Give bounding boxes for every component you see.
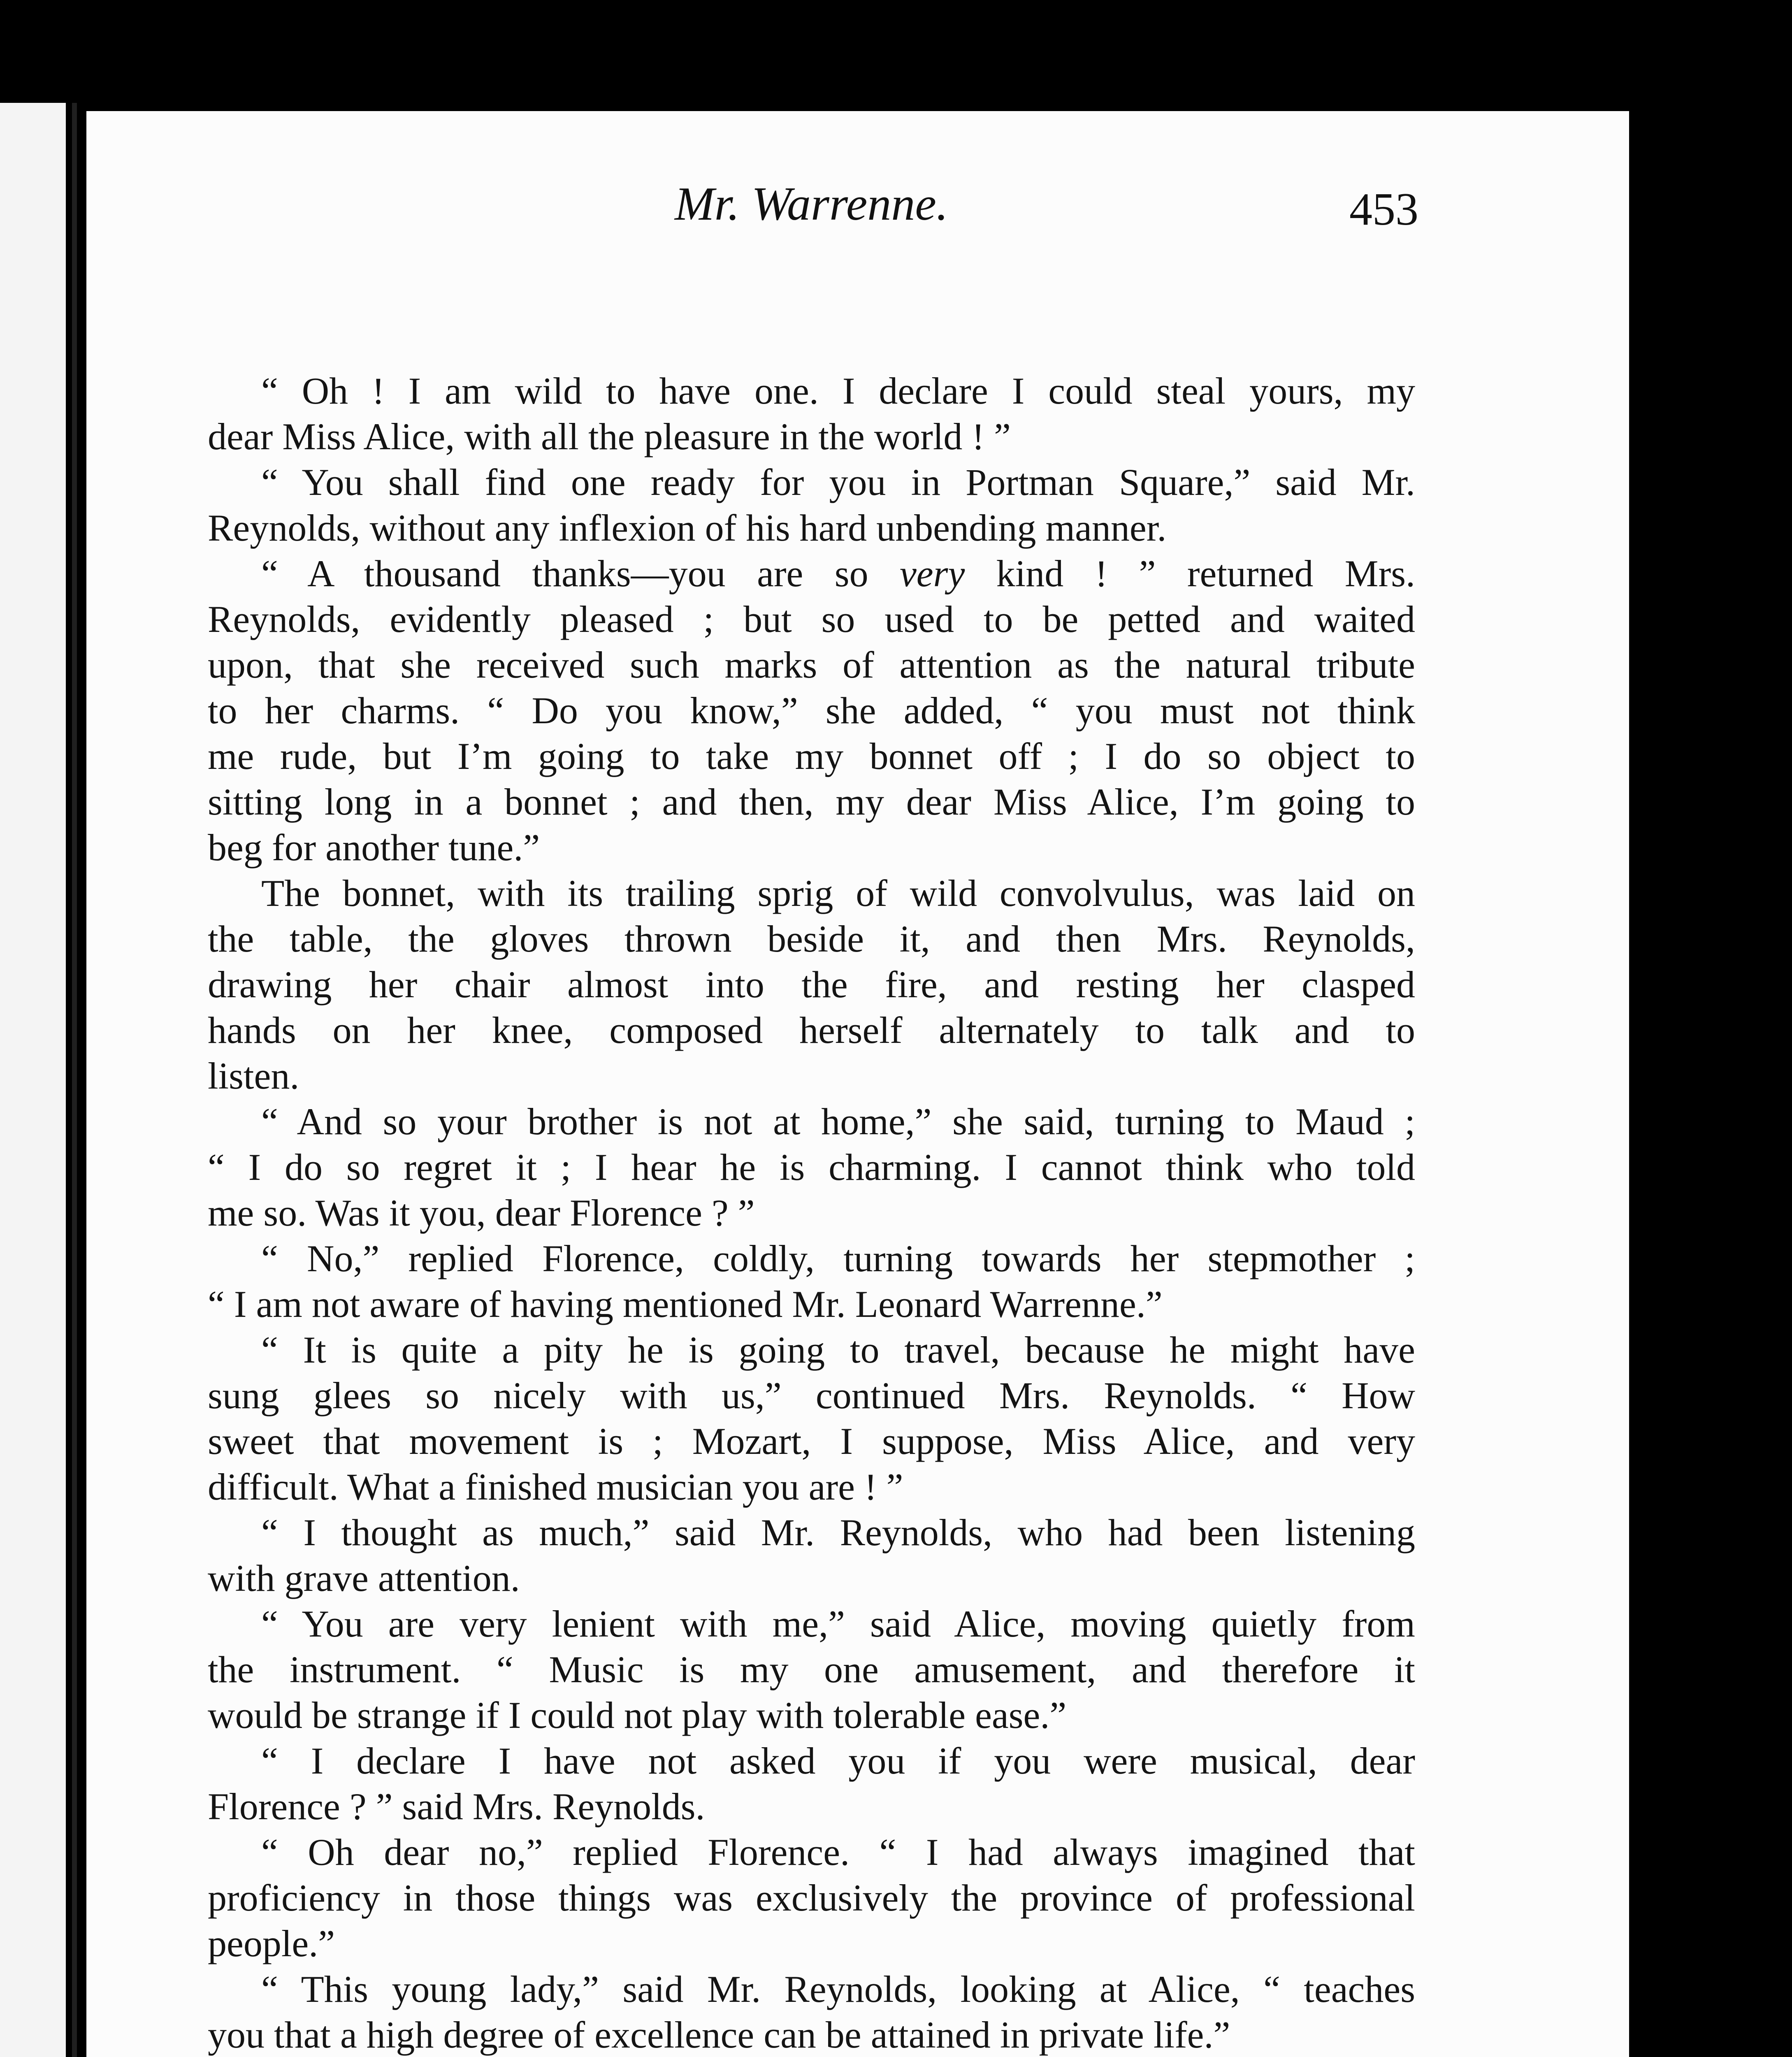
text-line: people.” [208, 1922, 335, 1964]
text-line: sitting long in a bonnet ; and then, my dear Miss Alice, I’m going to [208, 781, 1415, 823]
text-line: would be strange if I could not play with tolerable ease.” [208, 1694, 1067, 1736]
text-line: “ And so your brother is not at home,” she said, turning to Maud ; [261, 1100, 1415, 1142]
text-line: “ I do so regret it ; I hear he is charming. I cannot think who told [208, 1146, 1415, 1188]
text-line: listen. [208, 1055, 299, 1097]
text-line: me so. Was it you, dear Florence ? ” [208, 1192, 755, 1234]
text-line: upon, that she received such marks of attention as the natural tribute [208, 644, 1415, 686]
previous-page-edge [0, 103, 66, 2057]
text-line: sweet that movement is ; Mozart, I suppose, Miss Alice, and very [208, 1420, 1415, 1462]
text-line: the table, the gloves thrown beside it, and then Mrs. Reynolds, [208, 918, 1415, 960]
text-line: Reynolds, without any inflexion of his hard unbending manner. [208, 507, 1167, 549]
text-line: Florence ? ” said Mrs. Reynolds. [208, 1785, 705, 1827]
text-line: the instrument. “ Music is my one amusement, and therefore it [208, 1648, 1415, 1690]
text-line: me rude, but I’m going to take my bonnet off ; I do so object to [208, 735, 1415, 777]
text-line: drawing her chair almost into the fire, and resting her clasped [208, 963, 1415, 1005]
text-line: “ A thousand thanks—you are so very kind ! ” returned Mrs. [261, 553, 1416, 594]
running-head-title: Mr. Warrenne. [675, 178, 948, 230]
text-line: “ You are very lenient with me,” said Alice, moving quietly from [261, 1603, 1415, 1645]
text-line: you that a high degree of excellence can be attained in private life.” [208, 2014, 1230, 2056]
text-line: “ It is quite a pity he is going to travel, because he might have [261, 1329, 1415, 1371]
text-line: difficult. What a finished musician you are ! ” [208, 1466, 903, 1508]
text-line: “ I am not aware of having mentioned Mr. Leonard Warrenne.” [208, 1283, 1163, 1325]
text-line: “ No,” replied Florence, coldly, turning towards her stepmother ; [261, 1237, 1415, 1279]
text-line: dear Miss Alice, with all the pleasure in the world ! ” [208, 416, 1011, 457]
text-line: “ You shall find one ready for you in Portman Square,” said Mr. [261, 461, 1415, 503]
body-text [208, 368, 1415, 2057]
page-number: 453 [1349, 184, 1418, 235]
text-line: with grave attention. [208, 1557, 520, 1599]
text-line: beg for another tune.” [208, 827, 540, 868]
text-line: to her charms. “ Do you know,” she added, “ you must not think [208, 690, 1415, 731]
book-spine [72, 103, 77, 2057]
text-line: “ This young lady,” said Mr. Reynolds, looking at Alice, “ teaches [261, 1968, 1415, 2010]
text-line: “ Oh ! I am wild to have one. I declare I could steal yours, my [261, 370, 1415, 412]
text-line: hands on her knee, composed herself alternately to talk and to [208, 1009, 1415, 1051]
text-line: sung glees so nicely with us,” continued Mrs. Reynolds. “ How [208, 1374, 1415, 1416]
text-line: “ I thought as much,” said Mr. Reynolds, who had been listening [261, 1511, 1415, 1553]
text-line: Reynolds, evidently pleased ; but so used to be petted and waited [208, 598, 1415, 640]
text-line: proficiency in those things was exclusively the province of professional [208, 1877, 1415, 1919]
text-line: “ I declare I have not asked you if you were musical, dear [261, 1740, 1415, 1782]
text-line: The bonnet, with its trailing sprig of wild convolvulus, was laid on [261, 872, 1415, 914]
text-line: “ Oh dear no,” replied Florence. “ I had always imagined that [261, 1831, 1415, 1873]
